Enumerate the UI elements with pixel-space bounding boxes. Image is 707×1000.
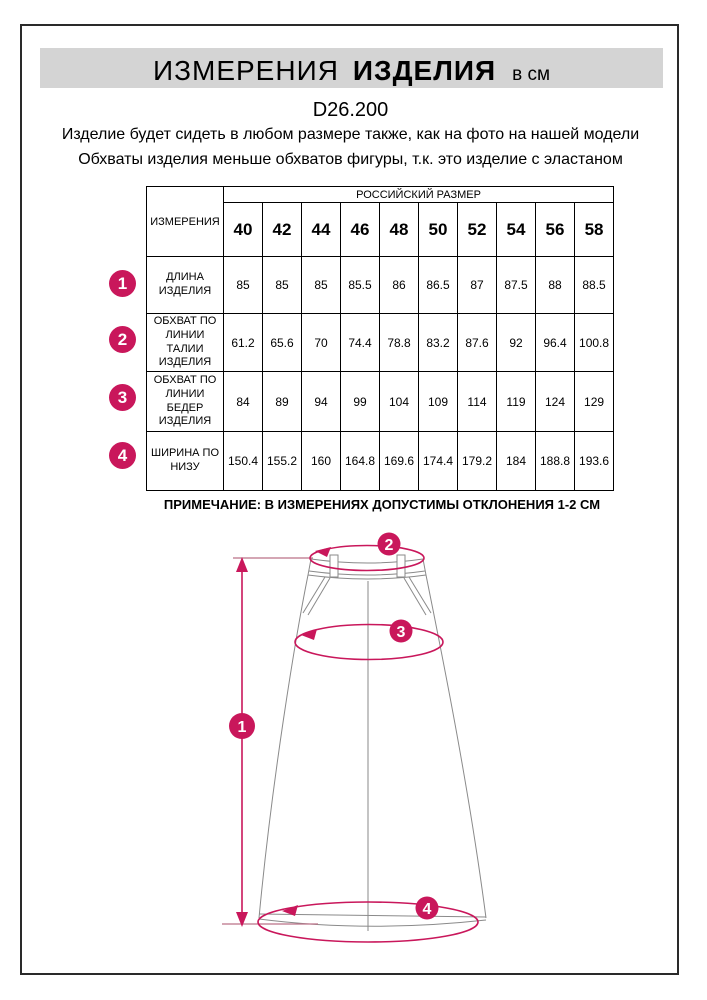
diagram-callout-2-label: 2 [384, 537, 394, 554]
cell: 94 [302, 372, 341, 432]
size-58: 58 [575, 203, 614, 257]
cell: 96.4 [536, 314, 575, 372]
page-title [40, 48, 663, 88]
waistband-seam-upper [309, 571, 425, 575]
cell: 65.6 [263, 314, 302, 372]
cell: 88 [536, 257, 575, 314]
cell: 169.6 [380, 432, 419, 491]
cell: 104 [380, 372, 419, 432]
table-row-length [147, 257, 614, 314]
diagram-callout-1-label: 1 [237, 719, 247, 736]
cell: 84 [224, 372, 263, 432]
size-56: 56 [536, 203, 575, 257]
cell: 179.2 [458, 432, 497, 491]
cell: 155.2 [263, 432, 302, 491]
size-40: 40 [224, 203, 263, 257]
diagram-callout-3-label: 3 [396, 624, 406, 641]
row-callout-3: 3 [109, 384, 136, 411]
row-label: ОБХВАТ ПО ЛИНИИ ТАЛИИ ИЗДЕЛИЯ [147, 314, 224, 372]
cell: 193.6 [575, 432, 614, 491]
col-header-measurements: ИЗМЕРЕНИЯ [147, 187, 224, 257]
cell: 87 [458, 257, 497, 314]
size-46: 46 [341, 203, 380, 257]
size-42: 42 [263, 203, 302, 257]
cell: 74.4 [341, 314, 380, 372]
left-pocket-slash-inner [308, 578, 330, 615]
title-units: в см [512, 64, 551, 85]
size-44: 44 [302, 203, 341, 257]
cell: 86.5 [419, 257, 458, 314]
table-row-waist [147, 314, 614, 372]
cell: 78.8 [380, 314, 419, 372]
skirt-technical-drawing [170, 531, 520, 981]
waist-top-edge [311, 559, 423, 563]
cell: 88.5 [575, 257, 614, 314]
cell: 184 [497, 432, 536, 491]
subtitle-line-2: Обхваты изделия меньше обхватов фигуры, т.к. это изделие с эластаном [78, 151, 623, 168]
cell: 99 [341, 372, 380, 432]
cell: 85 [224, 257, 263, 314]
cell: 114 [458, 372, 497, 432]
cell: 150.4 [224, 432, 263, 491]
row-label: ШИРИНА ПО НИЗУ [147, 432, 224, 491]
cell: 174.4 [419, 432, 458, 491]
size-48: 48 [380, 203, 419, 257]
cell: 85.5 [341, 257, 380, 314]
diagram-callout-4-label: 4 [422, 901, 432, 918]
belt-loop-left [330, 555, 338, 577]
waistband-right-edge [423, 559, 426, 575]
hip-measure-ellipse [295, 625, 443, 660]
cell: 129 [575, 372, 614, 432]
product-code: D26.200 [312, 99, 389, 121]
size-50: 50 [419, 203, 458, 257]
waistband-left-edge [308, 559, 311, 575]
hip-arrowhead [301, 629, 317, 640]
hem-front-edge [259, 919, 486, 926]
title-word-measurements: ИЗМЕРЕНИЯ [152, 55, 339, 86]
cell: 61.2 [224, 314, 263, 372]
left-side-seam [259, 575, 308, 918]
cell: 164.8 [341, 432, 380, 491]
cell: 87.5 [497, 257, 536, 314]
subtitle-line-1: Изделие будет сидеть в любом размере также, как на фото на нашей модели [61, 126, 640, 143]
cell: 89 [263, 372, 302, 432]
table-row-hem-width [147, 432, 614, 491]
length-arrowhead-down [236, 912, 248, 927]
size-52: 52 [458, 203, 497, 257]
table-row-hips [147, 372, 614, 432]
cell: 119 [497, 372, 536, 432]
title-word-product: ИЗДЕЛИЯ [352, 55, 497, 86]
row-callout-1: 1 [109, 270, 136, 297]
tolerance-note: ПРИМЕЧАНИЕ: В ИЗМЕРЕНИЯХ ДОПУСТИМЫ ОТКЛОНЕНИЯ 1-2 СМ [163, 497, 601, 512]
cell: 85 [263, 257, 302, 314]
waistband-seam-lower [308, 575, 426, 579]
cell: 70 [302, 314, 341, 372]
cell: 188.8 [536, 432, 575, 491]
right-side-seam [426, 575, 486, 918]
row-label: ОБХВАТ ПО ЛИНИИ БЕДЕР ИЗДЕЛИЯ [147, 372, 224, 432]
cell: 92 [497, 314, 536, 372]
cell: 85 [302, 257, 341, 314]
cell: 100.8 [575, 314, 614, 372]
length-arrowhead-up [236, 557, 248, 572]
row-callout-4: 4 [109, 442, 136, 469]
skirt-outline [259, 559, 486, 931]
cell: 160 [302, 432, 341, 491]
belt-loop-right [397, 555, 405, 577]
measurements-table [146, 186, 614, 491]
cell: 87.6 [458, 314, 497, 372]
cell: 124 [536, 372, 575, 432]
right-pocket-slash-inner [404, 578, 426, 615]
col-header-russian-size: РОССИЙСКИЙ РАЗМЕР [224, 187, 614, 203]
row-label: ДЛИНА ИЗДЕЛИЯ [147, 257, 224, 314]
cell: 109 [419, 372, 458, 432]
cell: 86 [380, 257, 419, 314]
row-callout-2: 2 [109, 326, 136, 353]
cell: 83.2 [419, 314, 458, 372]
waist-arrowhead [315, 547, 331, 557]
size-54: 54 [497, 203, 536, 257]
